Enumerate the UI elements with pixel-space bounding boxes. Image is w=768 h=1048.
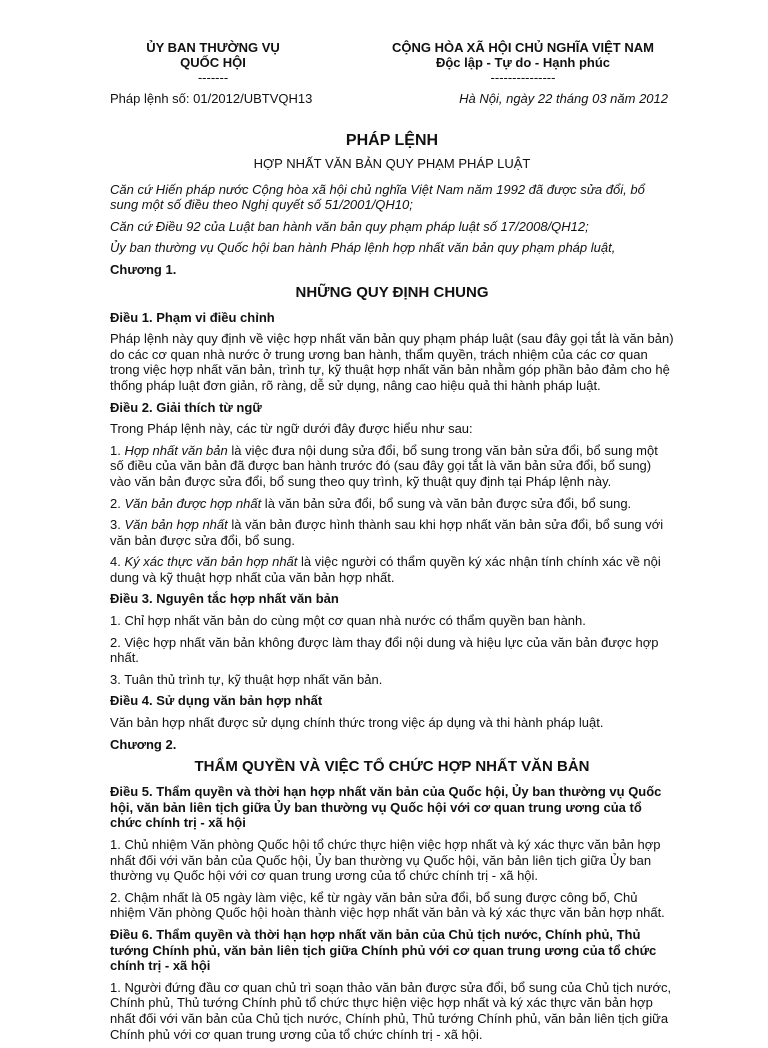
definition-number: 1.	[110, 442, 125, 458]
motto: Độc lập - Tự do - Hạnh phúc	[435, 55, 611, 70]
article-heading: Điều 3. Nguyên tắc hợp nhất văn bản	[110, 591, 339, 607]
document-subtitle: HỢP NHẤT VĂN BẢN QUY PHẠM PHÁP LUẬT	[253, 156, 531, 171]
definition-number: 3.	[110, 517, 125, 533]
article-paragraph: Pháp lệnh này quy định về việc hợp nhất văn bản quy phạm pháp luật (sau đây gọi tắt là văn bản) do các cơ quan nhà nước ở trung ương ban hành, thẩm quyền, trách nhiệm của các cơ quan trong việc hợp nhất văn bản, trình tự, kỹ thuật hợp nhất văn bản nhằm góp phần bảo đảm cho hệ thống pháp luật đơn giản, rõ ràng, dễ sử dụng, nâng cao hiệu quả thi hành pháp luật.	[110, 331, 674, 393]
list-item: 3. Tuân thủ trình tự, kỹ thuật hợp nhất văn bản.	[110, 671, 383, 687]
article-heading: Điều 5. Thẩm quyền và thời hạn hợp nhất văn bản của Quốc hội, Ủy ban thường vụ Quốc hội, văn bản liên tịch giữa Ủy ban thường vụ Quốc hội với cơ quan trung ương của tổ chức chính trị - xã hội	[110, 784, 662, 831]
article-paragraph: Văn bản hợp nhất được sử dụng chính thức trong việc áp dụng và thi hành pháp luật.	[110, 715, 604, 731]
article-heading: Điều 6. Thẩm quyền và thời hạn hợp nhất văn bản của Chủ tịch nước, Chính phủ, Thủ tướng Chính phủ, văn bản liên tịch giữa Chính phủ với cơ quan trung ương của tổ chức chính trị - xã hội	[110, 926, 657, 974]
motto-divider: ---------------	[490, 70, 556, 85]
definition-item	[110, 496, 674, 512]
document-date: Hà Nội, ngày 22 tháng 03 năm 2012	[459, 91, 668, 106]
definition-term: Hợp nhất văn bản	[124, 442, 228, 458]
definition-number: 2.	[110, 495, 125, 511]
country-name: CỘNG HÒA XÃ HỘI CHỦ NGHĨA VIỆT NAM	[392, 40, 654, 55]
definition-text: là văn bản được hình thành sau khi hợp nhất văn bản sửa đổi, bổ sung với văn bản được sửa đổi, bổ sung.	[110, 517, 664, 548]
definition-item	[110, 517, 674, 548]
issuer-name-line1: ỦY BAN THƯỜNG VỤ	[146, 40, 280, 55]
definition-item	[110, 554, 674, 585]
list-item: 1. Chỉ hợp nhất văn bản do cùng một cơ quan nhà nước có thẩm quyền ban hành.	[110, 613, 586, 629]
chapter-label: Chương 1.	[110, 261, 177, 277]
national-motto-block	[348, 40, 698, 85]
issuer-block	[118, 40, 308, 85]
issuer-divider: -------	[197, 70, 229, 85]
definition-term: Văn bản hợp nhất	[124, 517, 228, 533]
definition-text: là việc người có thẩm quyền ký xác nhận tính chính xác về nội dung và kỹ thuật hợp nhất của văn bản hợp nhất.	[110, 554, 661, 585]
chapter-label: Chương 2.	[110, 736, 177, 752]
list-item: 2. Việc hợp nhất văn bản không được làm thay đổi nội dung và hiệu lực của văn bản được hợp nhất.	[110, 634, 659, 666]
definition-number: 4.	[110, 554, 125, 570]
article-heading: Điều 4. Sử dụng văn bản hợp nhất	[110, 693, 323, 709]
issuer-name-line2: QUỐC HỘI	[180, 55, 246, 70]
preamble-paragraph: Ủy ban thường vụ Quốc hội ban hành Pháp lệnh hợp nhất văn bản quy phạm pháp luật,	[110, 240, 616, 256]
document-reference: Pháp lệnh số: 01/2012/UBTVQH13	[110, 91, 313, 106]
preamble-paragraph: Căn cứ Điều 92 của Luật ban hành văn bản quy phạm pháp luật số 17/2008/QH12;	[110, 218, 589, 234]
article-heading: Điều 2. Giải thích từ ngữ	[110, 399, 262, 415]
definition-text: là văn bản sửa đổi, bổ sung và văn bản được sửa đổi, bổ sung.	[261, 495, 632, 511]
chapter-title: NHỮNG QUY ĐỊNH CHUNG	[295, 283, 489, 301]
definition-item	[110, 443, 674, 490]
list-item: 1. Người đứng đầu cơ quan chủ trì soạn thảo văn bản được sửa đổi, bổ sung của Chủ tịch nước, Chính phủ, Thủ tướng Chính phủ tổ chức thực hiện việc hợp nhất và ký xác thực văn bản hợp nhất đối với văn bản của Chủ tịch nước, Chính phủ, Thủ tướng Chính phủ, văn bản liên tịch giữa Chính phủ với cơ quan trung ương của tổ chức chính trị - xã hội.	[110, 979, 672, 1042]
article-paragraph: Trong Pháp lệnh này, các từ ngữ dưới đây được hiểu như sau:	[110, 421, 473, 437]
preamble-paragraph: Căn cứ Hiến pháp nước Cộng hòa xã hội chủ nghĩa Việt Nam năm 1992 đã được sửa đổi, bổ sung một số điều theo Nghị quyết số 51/2001/QH10;	[110, 181, 645, 213]
chapter-title: THẨM QUYỀN VÀ VIỆC TỔ CHỨC HỢP NHẤT VĂN BẢN	[194, 758, 590, 776]
article-heading: Điều 1. Phạm vi điều chỉnh	[110, 309, 275, 325]
definition-term: Ký xác thực văn bản hợp nhất	[124, 554, 298, 570]
list-item: 1. Chủ nhiệm Văn phòng Quốc hội tổ chức thực hiện việc hợp nhất và ký xác thực văn bản hợp nhất đối với văn bản của Quốc hội, Ủy ban thường vụ Quốc hội, văn bản liên tịch giữa Ủy ban thường vụ Quốc hội với cơ quan trung ương của tổ chức chính trị - xã hội.	[110, 837, 661, 884]
definition-term: Văn bản được hợp nhất	[124, 495, 262, 511]
definition-text: là việc đưa nội dung sửa đổi, bổ sung trong văn bản sửa đổi, bổ sung một số điều của văn bản đã được ban hành trước đó (sau đây gọi tắt là văn bản sửa đổi, bổ sung) vào văn bản được sửa đổi, bổ sung theo quy trình, kỹ thuật quy định tại Pháp lệnh này.	[110, 442, 658, 489]
document-title: PHÁP LỆNH	[345, 132, 439, 149]
document-body	[110, 131, 674, 1048]
list-item: 2. Chậm nhất là 05 ngày làm việc, kể từ ngày văn bản sửa đổi, bổ sung được công bố, Chủ nhiệm Văn phòng Quốc hội hoàn thành việc hợp nhất văn bản và ký xác thực văn bản hợp nhất.	[110, 889, 665, 921]
